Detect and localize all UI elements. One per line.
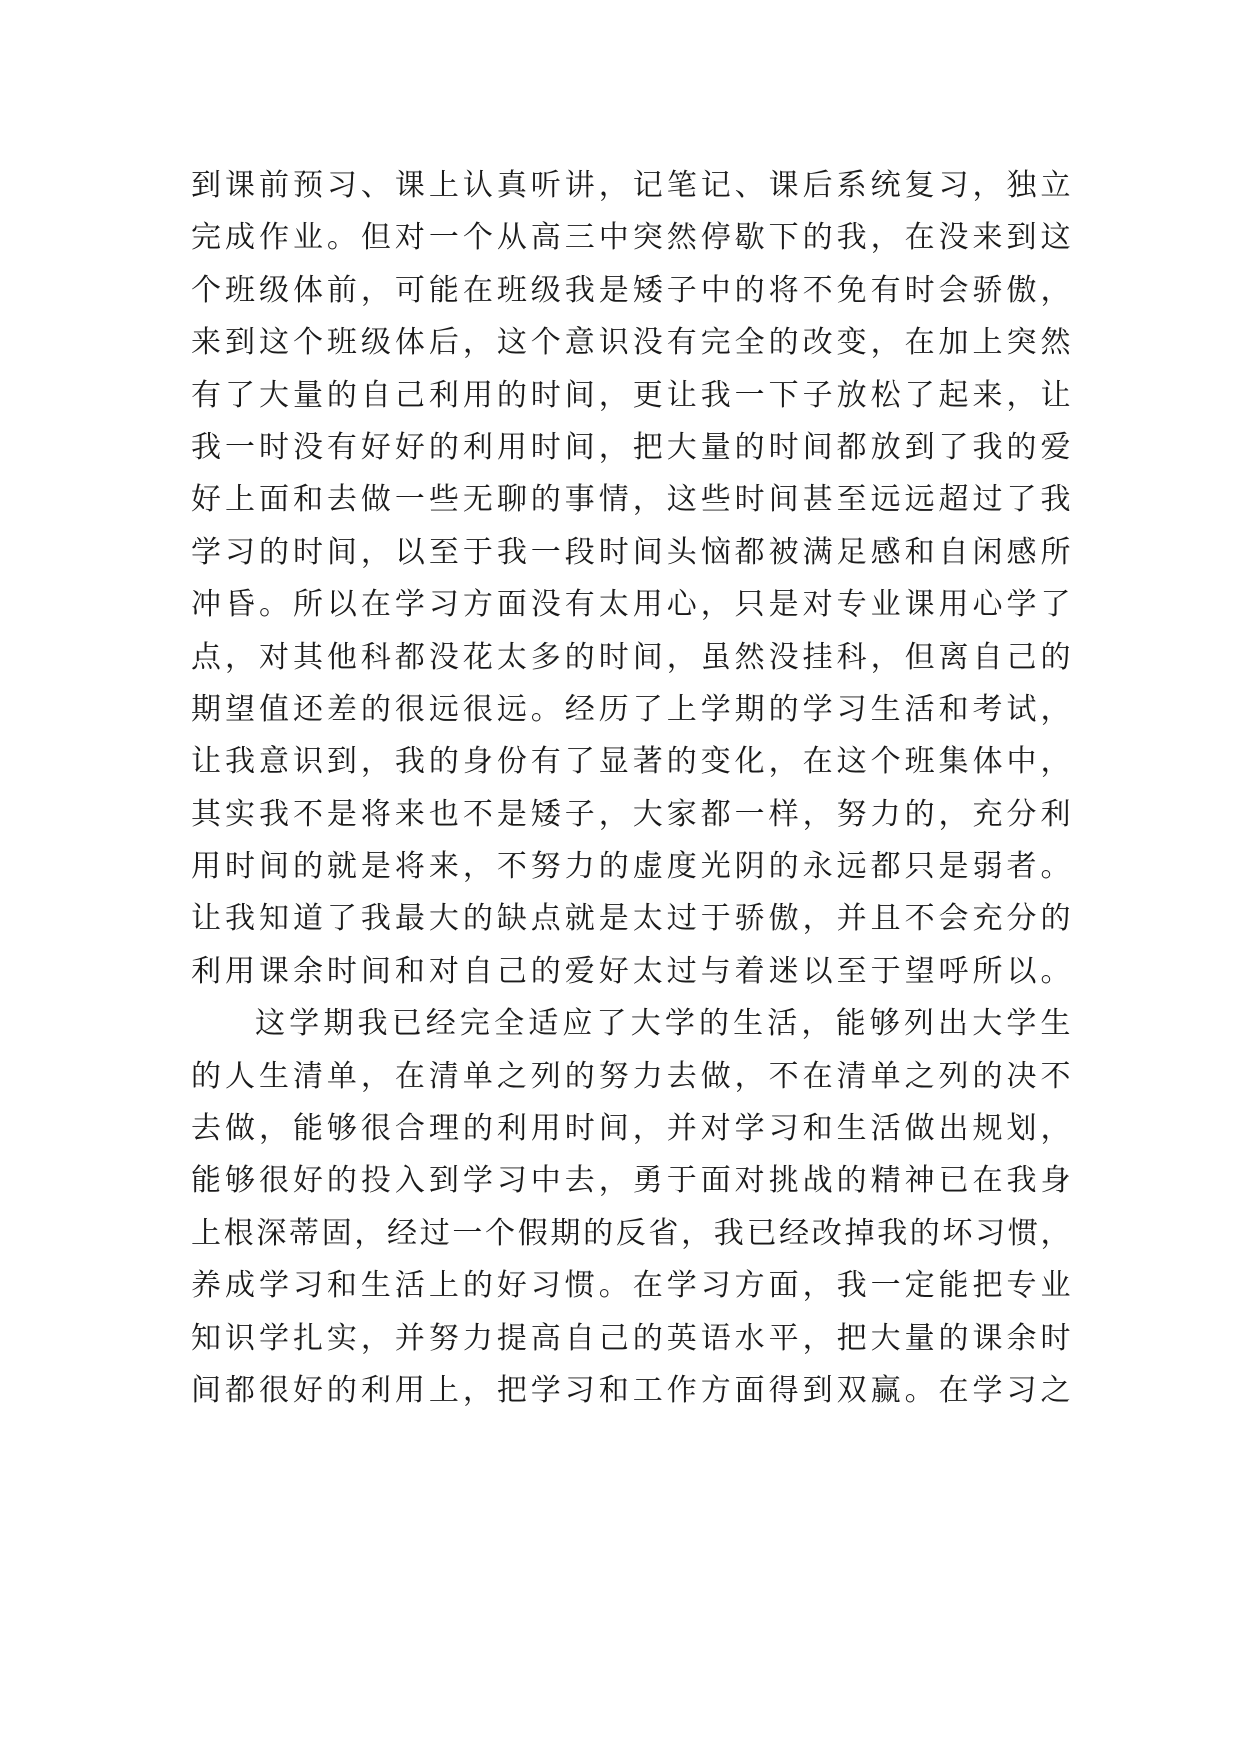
text-line: 的人生清单，在清单之列的努力去做，不在清单之列的决不 [191,1058,1071,1094]
text-line: 完成作业。但对一个从高三中突然停歇下的我，在没来到这 [191,220,1071,256]
text-line: 学习的时间，以至于我一段时间头恼都被满足感和自闲感所 [191,534,1071,570]
body-text [191,160,1071,1417]
text-line: 期望值还差的很远很远。经历了上学期的学习生活和考试， [191,691,1071,727]
text-line: 其实我不是将来也不是矮子，大家都一样，努力的，充分利 [191,796,1071,832]
text-line: 能够很好的投入到学习中去，勇于面对挑战的精神已在我身 [191,1163,1071,1199]
text-line: 让我知道了我最大的缺点就是太过于骄傲，并且不会充分的 [191,901,1071,937]
text-line: 利用课余时间和对自己的爱好太过与着迷以至于望呼所以。 [191,953,1071,989]
text-line: 到课前预习、课上认真听讲，记笔记、课后系统复习，独立 [191,168,1071,203]
text-line: 让我意识到，我的身份有了显著的变化，在这个班集体中， [191,744,1071,780]
text-line: 个班级体前，可能在班级我是矮子中的将不免有时会骄傲， [191,272,1071,308]
text-line: 我一时没有好好的利用时间，把大量的时间都放到了我的爱 [191,429,1071,465]
text-line: 冲昏。所以在学习方面没有太用心，只是对专业课用心学了 [191,587,1071,623]
text-line: 养成学习和生活上的好习惯。在学习方面，我一定能把专业 [191,1268,1071,1304]
text-line: 去做，能够很合理的利用时间，并对学习和生活做出规划， [191,1111,1071,1147]
paragraph-start-line: 这学期我已经完全适应了大学的生活，能够列出大学生 [255,1006,1071,1042]
text-line: 好上面和去做一些无聊的事情，这些时间甚至远远超过了我 [191,482,1071,518]
text-line: 有了大量的自己利用的时间，更让我一下子放松了起来，让 [191,377,1071,413]
text-line: 间都很好的利用上，把学习和工作方面得到双赢。在学习之 [191,1372,1071,1408]
text-line: 上根深蒂固，经过一个假期的反省，我已经改掉我的坏习惯， [191,1215,1071,1251]
text-line: 来到这个班级体后，这个意识没有完全的改变，在加上突然 [191,325,1071,361]
text-line: 知识学扎实，并努力提高自己的英语水平，把大量的课余时 [191,1320,1071,1356]
text-line: 用时间的就是将来，不努力的虚度光阴的永远都只是弱者。 [191,849,1071,885]
text-line: 点，对其他科都没花太多的时间，虽然没挂科，但离自己的 [191,639,1071,675]
